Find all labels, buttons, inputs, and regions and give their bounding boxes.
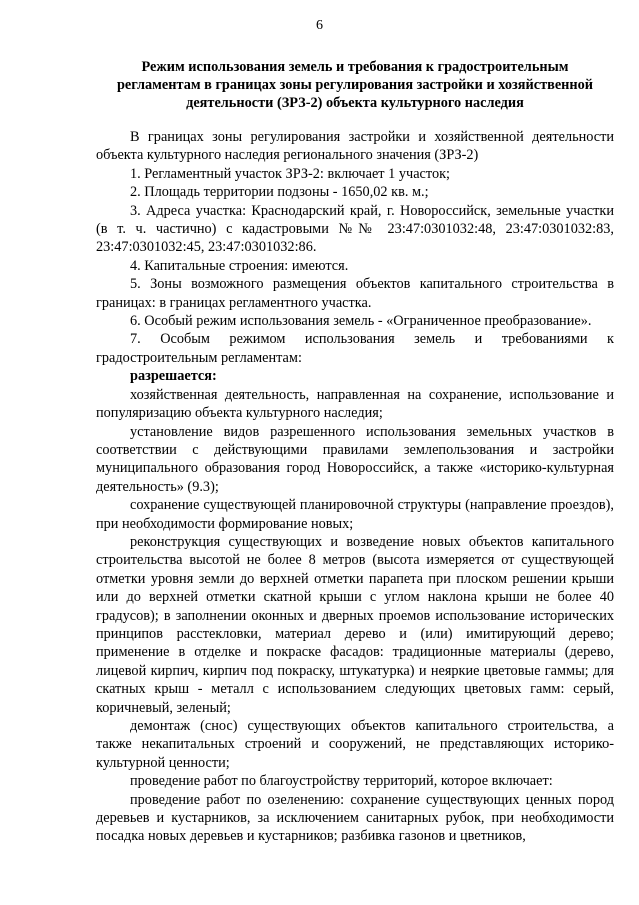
permitted-item-landscaping: проведение работ по благоустройству территорий, которое включает: [130,773,553,790]
permitted-item-planning-structure: сохранение существующей планировочной структуры (направление проездов), при необходимости формирование новых; [96,497,614,532]
list-item-requirements: 7. Особым режимом использования земель и требованиями к градостроительным регламентам: [96,331,614,366]
permitted-label: разрешается: [130,368,217,385]
list-item-area: 2. Площадь территории подзоны - 1650,02 кв. м.; [130,184,429,201]
list-item-special-regime: 6. Особый режим использования земель - «Ограниченное преобразование». [130,313,592,330]
page-number: 6 [316,18,323,33]
permitted-item-land-use-types: установление видов разрешенного использования земельных участков в соответствии с действующими правилами землепользования и застройки муниципального образования город Новороссийск, а также «историко-культурная деятельность» (9.3); [96,423,614,495]
list-item-regulatory-site: 1. Регламентный участок ЗРЗ-2: включает 1 участок; [130,165,451,182]
permitted-item-demolition: демонтаж (снос) существующих объектов капитального строительства, а также некапитальных строений и сооружений, не представляющих историко-культурной ценности; [96,718,614,771]
list-item-placement-zones: 5. Зоны возможного размещения объектов капитального строительства в границах: в границах регламентного участка. [96,276,614,311]
list-item-address: 3. Адреса участка: Краснодарский край, г. Новороссийск, земельные участки (в т. ч. частично) с кадастровыми №№ 23:47:0301032:48, 23:47:0301032:83, 23:47:0301032:45, 23:47:0301032:86. [96,202,614,256]
section-title: Режим использования земель и требования к градостроительным регламентам в границах зоны регулирования застройки и хозяйственной деятельности (ЗРЗ-2) объекта культурного наследия [116,59,594,111]
permitted-item-greening: проведение работ по озеленению: сохранение существующих ценных пород деревьев и кустарников, за исключением санитарных рубок, при необходимости посадка новых деревьев и кустарников; разбивка газонов и цветников, [96,791,614,845]
intro-paragraph: В границах зоны регулирования застройки и хозяйственной деятельности объекта культурного наследия регионального значения (ЗРЗ-2) [96,129,614,164]
permitted-item-economic-activity: хозяйственная деятельность, направленная на сохранение, использование и популяризацию объекта культурного наследия; [96,386,614,422]
permitted-item-reconstruction: реконструкция существующих и возведение новых объектов капитального строительства высотой не более 8 метров (высота измеряется от существующей отметки уровня земли до верхней отметки парапета при плоском решении крыши или до верхней отметки скатной крыши с углом наклона крыши не более 40 градусов); в заполнении оконных и дверных проемов использование исторических принципов расстекловки, материал дерево и (или) имитирующий дерево; применение в отделке и покраске фасадов: традиционные материалы (дерево, лицевой кирпич, кирпич под покраску, штукатурка) и неяркие цветовые гаммы; для скатных крыш - металл с использованием следующих цветовых гамм: серый, коричневый, зеленый; [96,533,614,716]
document-body [96,128,614,846]
list-item-capital-buildings: 4. Капитальные строения: имеются. [130,257,349,274]
